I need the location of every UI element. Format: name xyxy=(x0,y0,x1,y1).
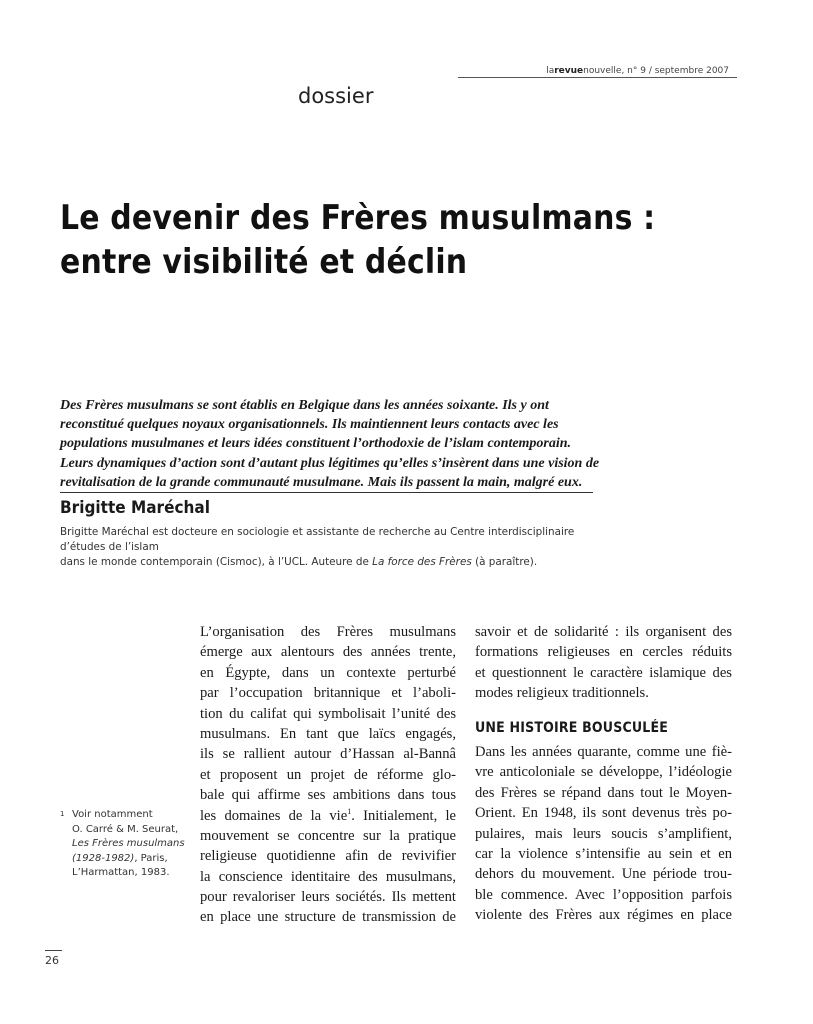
lead-line: Leurs dynamiques d’action sont d’autant plus légitimes qu’elles s’insèrent dans une vision de xyxy=(60,455,600,471)
journal-name-bold: revue xyxy=(554,66,584,76)
body-text: les domaines de la vie xyxy=(200,807,348,824)
footnote-text: , Paris, xyxy=(134,852,168,864)
title-line-1: Le devenir des Frères musulmans : xyxy=(60,198,656,238)
footnote-number: 1 xyxy=(60,810,65,818)
body-line: tion du califat qui symbolisait l’unité des xyxy=(200,705,456,722)
body-line: la conscience identitaire des musulmans, xyxy=(200,868,456,885)
footnote-line xyxy=(72,852,190,867)
journal-prefix: la xyxy=(546,66,555,76)
section-subheading: UNE HISTOIRE BOUSCULÉE xyxy=(475,719,669,736)
header-rule xyxy=(458,77,737,78)
section-label: dossier xyxy=(298,84,374,108)
body-line: des Frères se répand dans tout le Moyen- xyxy=(475,784,732,801)
body-text: . Initialement, le xyxy=(351,807,457,824)
footnote-dates: (1928-1982) xyxy=(72,852,135,864)
body-line: et proposent un projet de réforme glo- xyxy=(200,766,456,783)
title-line-2: entre visibilité et déclin xyxy=(60,242,468,282)
footnote-line: O. Carré & M. Seurat, xyxy=(72,823,179,835)
lead-line: reconstitué quelques noyaux organisationnels. Ils maintiennent leurs contacts avec les xyxy=(60,417,559,433)
author-bio-line xyxy=(60,555,600,570)
body-line: pulaires, mais leurs soucis s’amplifient, xyxy=(475,825,732,842)
book-title: La force des Frères xyxy=(372,556,472,568)
footnote-line: Voir notamment xyxy=(72,809,153,820)
lead-paragraph xyxy=(60,396,600,492)
footnote xyxy=(60,808,190,881)
body-line: mouvement se concentre sur la pratique xyxy=(200,827,456,844)
lead-rule xyxy=(60,492,593,493)
body-line: musulmans. En tant que laïcs engagés, xyxy=(200,725,456,742)
journal-issue: nouvelle, n° 9 / septembre 2007 xyxy=(583,66,729,76)
page-number: 26 xyxy=(45,954,59,967)
author-name: Brigitte Maréchal xyxy=(60,498,210,518)
body-line: dehors du mouvement. Une période trou- xyxy=(475,866,732,883)
author-bio-line: Brigitte Maréchal est docteure en sociologie et assistante de recherche au Centre interdisciplinaire d’études de l’islam xyxy=(60,526,575,553)
body-line: Orient. En 1948, ils sont devenus très po- xyxy=(475,805,732,822)
body-line: L’organisation des Frères musulmans xyxy=(200,624,456,640)
body-line: Dans les années quarante, comme une fiè- xyxy=(475,743,732,760)
footnote-line: L’Harmattan, 1983. xyxy=(72,867,170,879)
body-line: ils se rallient autour d’Hassan al-Bannâ xyxy=(200,746,456,763)
body-line: en Égypte, dans un contexte perturbé xyxy=(200,664,456,681)
body-line: modes religieux traditionnels. xyxy=(475,685,649,702)
body-line: savoir et de solidarité : ils organisent des xyxy=(475,624,732,640)
footnote-book-title: Les Frères musulmans xyxy=(72,838,185,850)
lead-line: revitalisation de la grande communauté musulmane. Mais ils passent la main, malgré eux. xyxy=(60,474,583,490)
body-line: ble commence. Avec l’opposition parfois xyxy=(475,886,732,903)
lead-line: Des Frères musulmans se sont établis en Belgique dans les années soixante. Ils y ont xyxy=(60,398,549,413)
author-bio-text: dans le monde contemporain (Cismoc), à l’UCL. Auteure de xyxy=(60,556,373,568)
lead-line: populations musulmanes et leurs idées constituent l’orthodoxie de l’islam contemporain. xyxy=(60,436,572,452)
body-line: émerge aux alentours des années trente, xyxy=(200,644,456,661)
body-line: vre anticoloniale se développe, l’idéologie xyxy=(475,764,732,781)
body-line: bale qui affirme ses ambitions dans tous xyxy=(200,787,456,804)
footnote-marker[interactable]: 1 xyxy=(347,806,352,816)
body-line: par l’occupation britannique et l’aboli- xyxy=(200,685,456,702)
journal-header xyxy=(458,66,729,76)
author-bio xyxy=(60,525,600,570)
body-line: violente des Frères aux régimes en place xyxy=(475,907,732,924)
body-line: car la violence s’intensifie au sein et en xyxy=(475,845,732,862)
article-title xyxy=(60,196,676,284)
body-line xyxy=(200,806,456,826)
body-line: et questionnent le caractère islamique des xyxy=(475,664,732,681)
body-column-left xyxy=(200,622,456,928)
body-line: en place une structure de transmission de xyxy=(200,909,456,926)
footnote-body xyxy=(72,808,190,881)
body-line: religieuse quotidienne afin de revivifier xyxy=(200,848,456,865)
author-bio-text: (à paraître). xyxy=(471,556,538,568)
body-line: pour revaloriser leurs sociétés. Ils mettent xyxy=(200,889,456,906)
body-line: formations religieuses en cercles réduits xyxy=(475,644,732,661)
page-number-rule xyxy=(45,950,62,951)
body-column-right xyxy=(475,622,732,925)
